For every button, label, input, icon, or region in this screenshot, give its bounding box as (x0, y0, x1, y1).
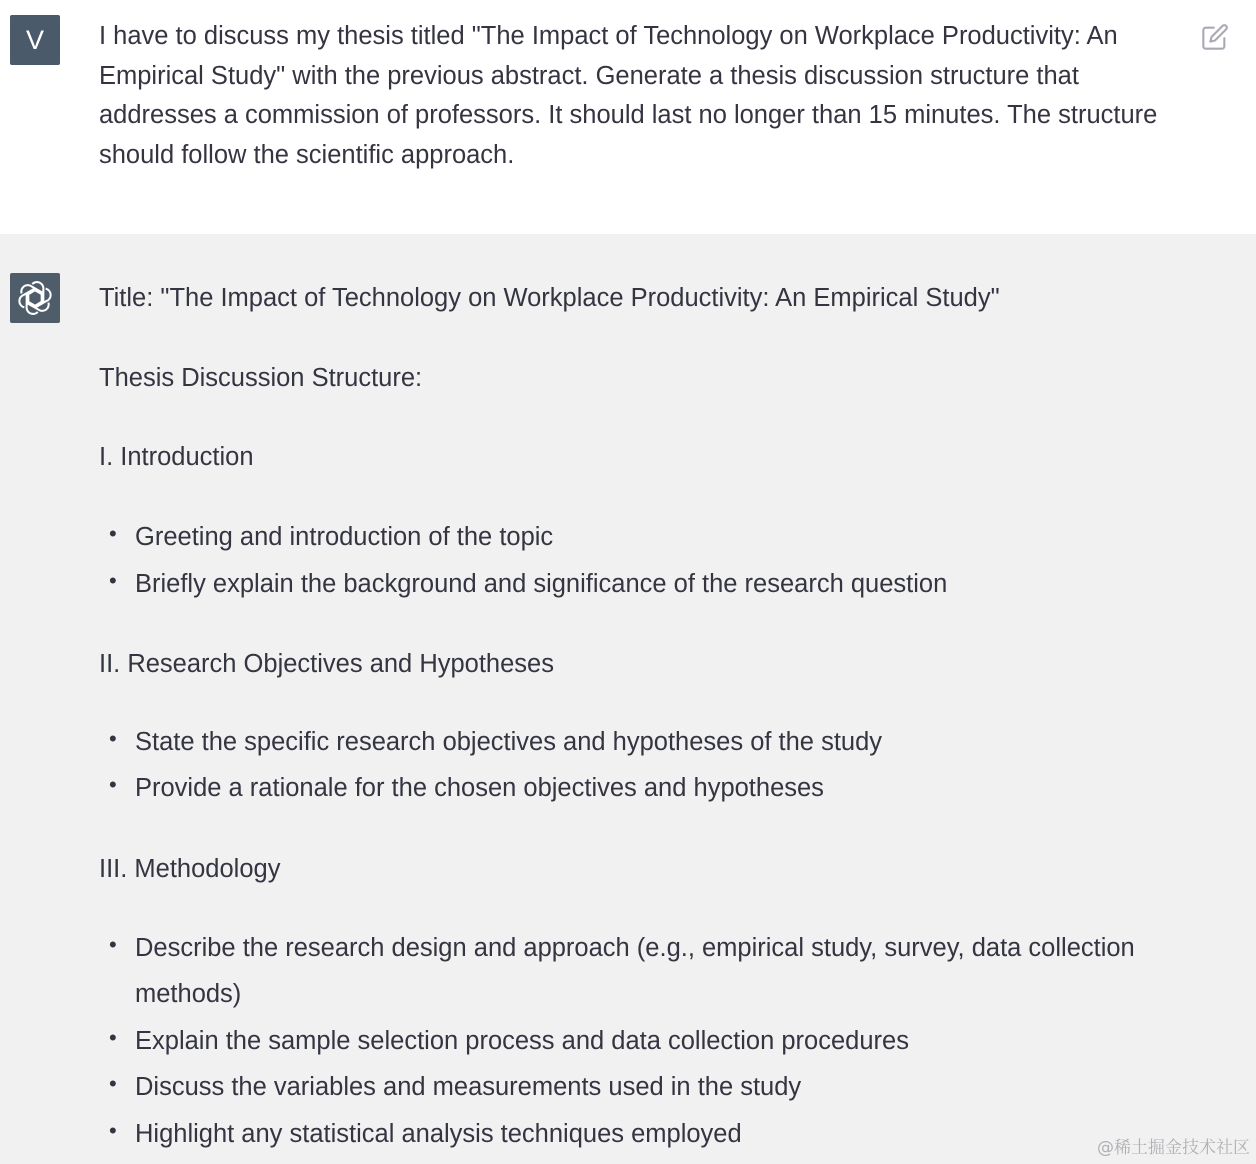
list-item-text: Explain the sample selection process and data collection procedures (135, 1027, 909, 1055)
section-heading-methodology: III. Methodology (99, 855, 281, 883)
edit-icon (1201, 23, 1229, 51)
bullet-icon: • (109, 932, 117, 957)
bullet-icon: • (109, 772, 117, 797)
list-item (109, 1111, 1215, 1157)
user-avatar-letter: V (25, 24, 44, 55)
edit-message-button[interactable] (1200, 22, 1230, 52)
list-item-text: Briefly explain the background and significance of the research question (135, 570, 948, 598)
list-item (109, 561, 1215, 607)
list-item-text: Describe the research design and approach (e.g., empirical study, survey, data collection methods) (135, 934, 1135, 1008)
list-item (109, 1064, 1215, 1110)
bullet-icon: • (109, 1025, 117, 1050)
bullet-icon: • (109, 568, 117, 593)
list-item-text: Greeting and introduction of the topic (135, 523, 554, 551)
list-item (109, 514, 1215, 560)
list-item-text: Discuss the variables and measurements used in the study (135, 1073, 802, 1101)
openai-logo-icon (16, 279, 54, 317)
section-heading-objectives: II. Research Objectives and Hypotheses (99, 650, 554, 678)
list-item (109, 719, 1215, 765)
structure-heading: Thesis Discussion Structure: (99, 364, 423, 392)
list-item-text: Provide a rationale for the chosen objectives and hypotheses (135, 774, 824, 802)
watermark: @稀土掘金技术社区 (1097, 1138, 1250, 1158)
bullet-icon: • (109, 1071, 117, 1096)
bullet-icon: • (109, 726, 117, 751)
user-message-text: I have to discuss my thesis titled "The Impact of Technology on Workplace Productivity: An Empirical Study" with the previous abstract. Generate a thesis discussion structure that addresses a commission of professors. It should last no longer than 15 minutes. The structure should follow the scientific approach. (99, 22, 1158, 169)
assistant-avatar (10, 273, 60, 323)
section-heading-introduction: I. Introduction (99, 443, 254, 471)
bullet-icon: • (109, 1118, 117, 1143)
bullet-icon: • (109, 521, 117, 546)
list-item-text: State the specific research objectives and hypotheses of the study (135, 728, 883, 756)
response-title: Title: "The Impact of Technology on Workplace Productivity: An Empirical Study" (99, 284, 1000, 312)
user-avatar (10, 15, 60, 65)
user-message-row (0, 0, 1256, 234)
list-item (109, 765, 1215, 811)
list-item (109, 925, 1215, 1017)
list-item-text: Highlight any statistical analysis techniques employed (135, 1120, 742, 1148)
list-item (109, 1018, 1215, 1064)
